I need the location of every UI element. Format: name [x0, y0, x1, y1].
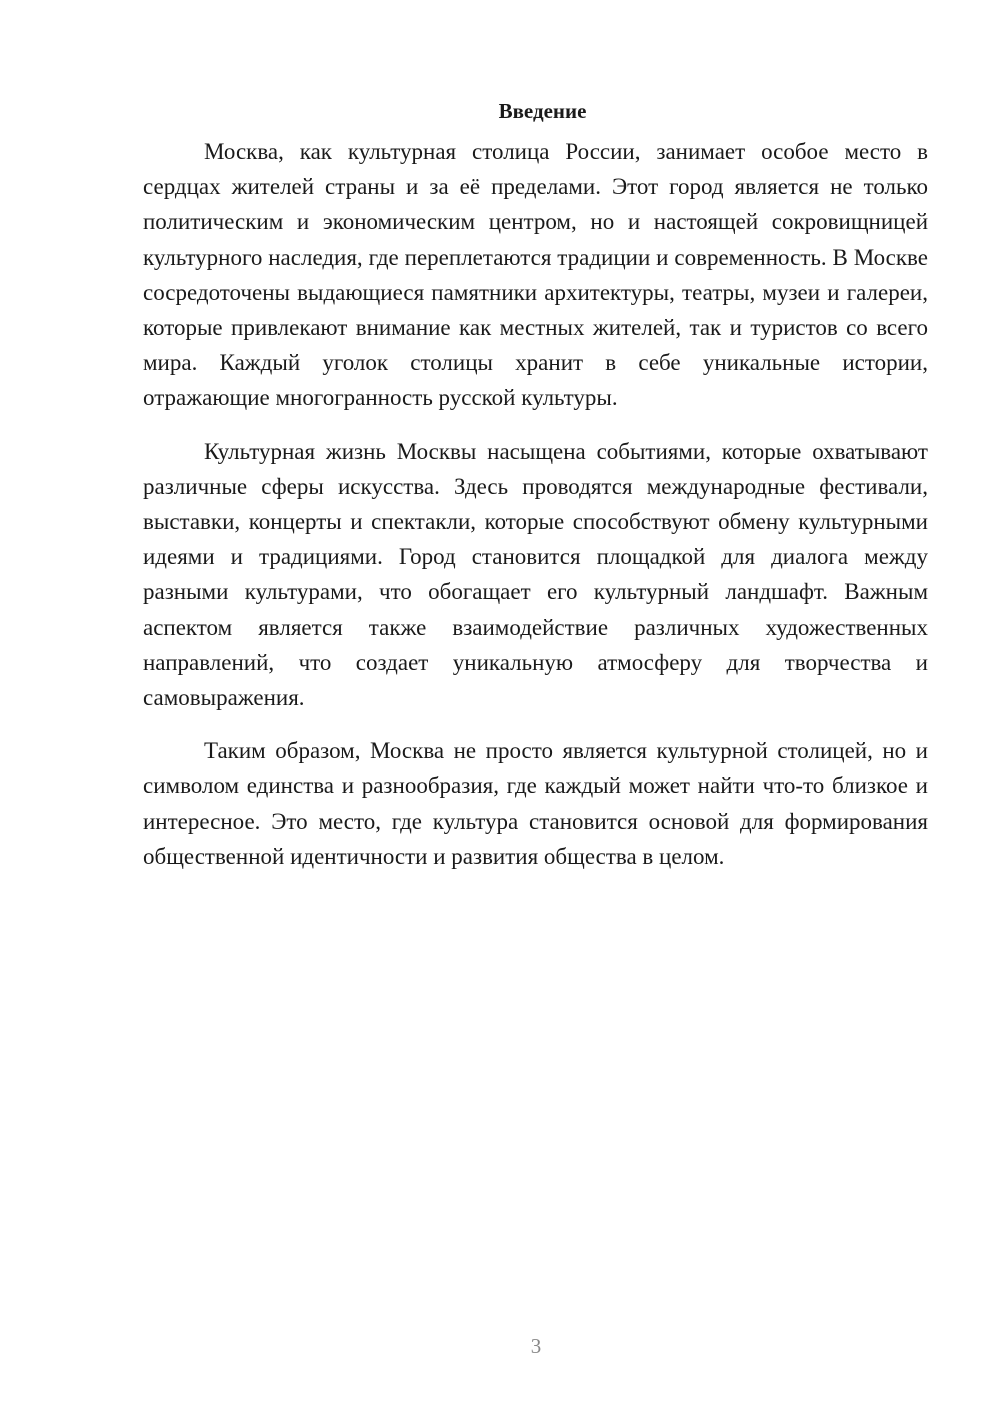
page-content	[143, 96, 928, 892]
page-number: 3	[530, 1334, 542, 1358]
paragraph-1: Москва, как культурная столица России, занимает особое место в сердцах жителей страны и за её пределами. Этот город является не только политическим и экономическим центром, но и настоящей сокровищницей культурного наследия, где переплетаются традиции и современность. В Москве сосредоточены выдающиеся памятники архитектуры, театры, музеи и галереи, которые привлекают внимание как местных жителей, так и туристов со всего мира. Каждый уголок столицы хранит в себе уникальные истории, отражающие многогранность русской культуры.	[143, 139, 928, 411]
paragraph-3: Таким образом, Москва не просто является культурной столицей, но и символом единства и разнообразия, где каждый может найти что-то близкое и интересное. Это место, где культура становится основой для формирования общественной идентичности и развития общества в целом.	[143, 738, 928, 869]
paragraph-2: Культурная жизнь Москвы насыщена событиями, которые охватывают различные сферы искусства. Здесь проводятся международные фестивали, выставки, концерты и спектакли, которые способствуют обмену культурными идеями и традициями. Город становится площадкой для диалога между разными культурами, что обогащает его культурный ландшафт. Важным аспектом является также взаимодействие различных художественных направлений, что создает уникальную атмосферу для творчества и самовыражения.	[143, 438, 928, 711]
section-title: Введение	[498, 99, 587, 123]
